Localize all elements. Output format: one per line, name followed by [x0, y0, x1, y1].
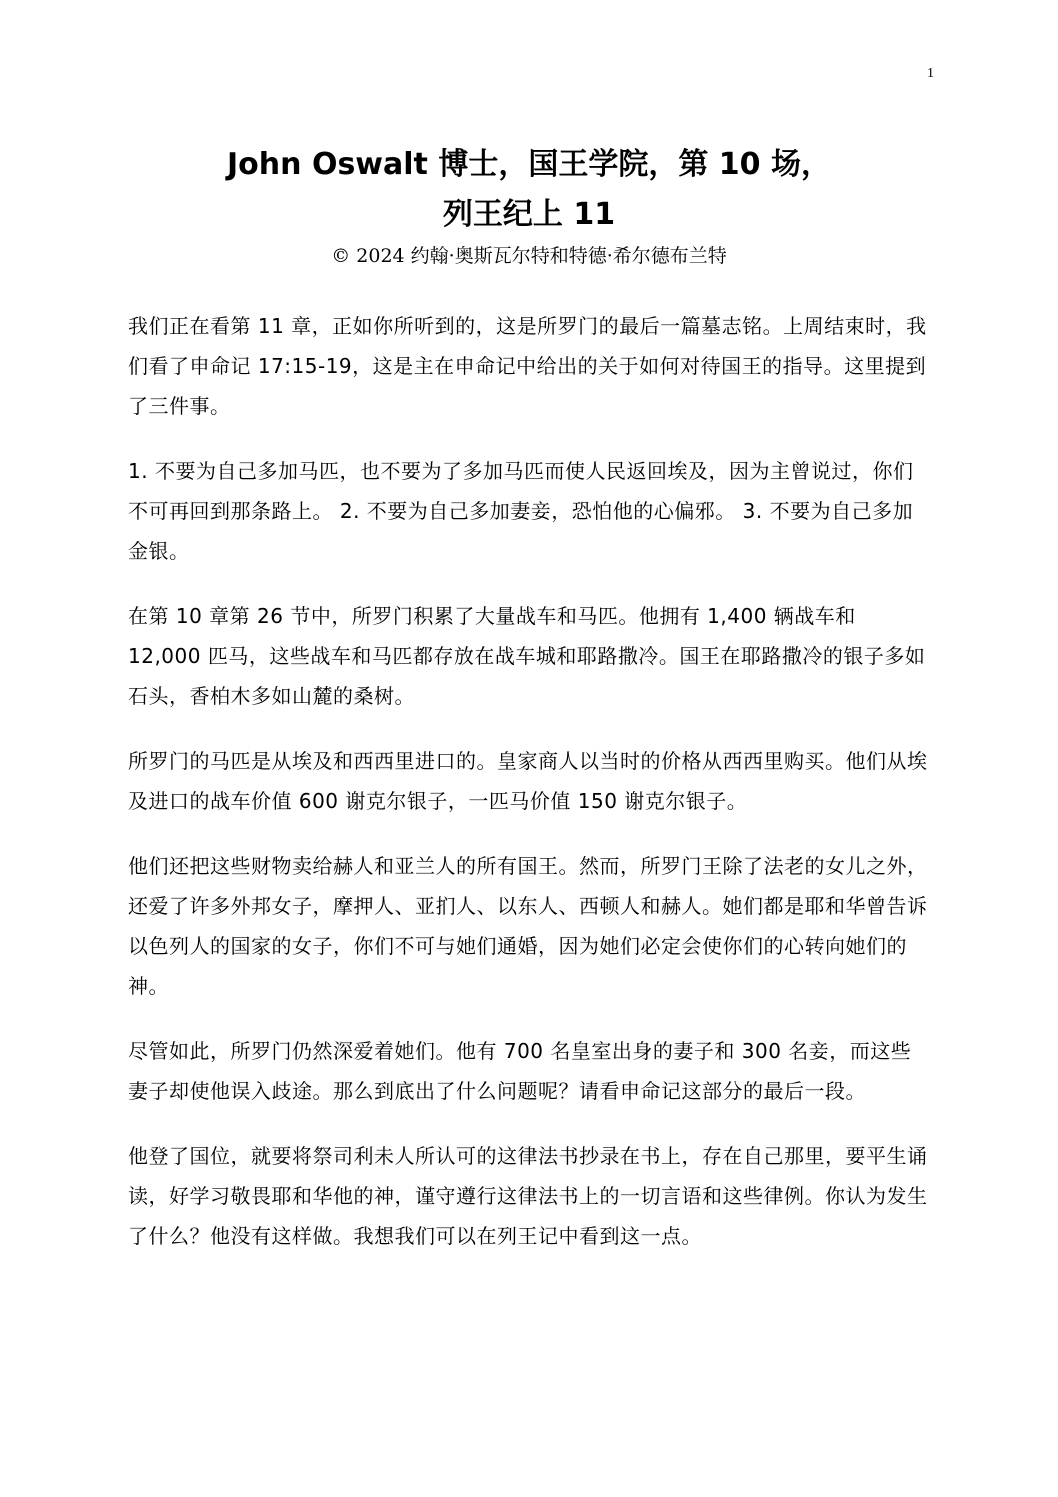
- page-number: 1: [927, 66, 934, 81]
- paragraph-5: 他们还把这些财物卖给赫人和亚兰人的所有国王。然而，所罗门王除了法老的女儿之外，还爱了许多外邦女子，摩押人、亚扪人、以东人、西顿人和赫人。她们都是耶和华曾告诉以色列人的国家的女子，你们不可与她们通婚，因为她们必定会使你们的心转向她们的神。: [128, 854, 928, 998]
- paragraph-1: 我们正在看第 11 章，正如你所听到的，这是所罗门的最后一篇墓志铭。上周结束时，我们看了申命记 17:15-19，这是主在申命记中给出的关于如何对待国王的指导。这里提到了三件事。: [128, 314, 927, 418]
- title-block: [100, 140, 958, 270]
- document-title-line-1: John Oswalt 博士，国王学院，第 10 场，: [227, 147, 831, 182]
- paragraph-7: 他登了国位，就要将祭司利未人所认可的这律法书抄录在书上，存在自己那里，要平生诵读，好学习敬畏耶和华他的神，谨守遵行这律法书上的一切言语和这些律例。你认为发生了什么？他没有这样做。我想我们可以在列王记中看到这一点。: [128, 1144, 928, 1248]
- document-title-line-2: 列王纪上 11: [442, 197, 616, 232]
- paragraph-6: 尽管如此，所罗门仍然深爱着她们。他有 700 名皇室出身的妻子和 300 名妾，而这些妻子却使他误入歧途。那么到底出了什么问题呢？请看申命记这部分的最后一段。: [128, 1039, 912, 1103]
- copyright-line: © 2024 约翰·奥斯瓦尔特和特德·希尔德布兰特: [331, 245, 727, 267]
- paragraph-2: 1. 不要为自己多加马匹，也不要为了多加马匹而使人民返回埃及，因为主曾说过，你们不可再回到那条路上。 2. 不要为自己多加妻妾，恐怕他的心偏邪。 3. 不要为自己多加金银。: [128, 459, 914, 563]
- paragraph-3: 在第 10 章第 26 节中，所罗门积累了大量战车和马匹。他拥有 1,400 辆战车和 12,000 匹马，这些战车和马匹都存放在战车城和耶路撒冷。国王在耶路撒冷的银子多如石头，香柏木多如山麓的桑树。: [128, 604, 926, 708]
- paragraph-4: 所罗门的马匹是从埃及和西西里进口的。皇家商人以当时的价格从西西里购买。他们从埃及进口的战车价值 600 谢克尔银子，一匹马价值 150 谢克尔银子。: [128, 749, 928, 813]
- document-body: [128, 306, 928, 1281]
